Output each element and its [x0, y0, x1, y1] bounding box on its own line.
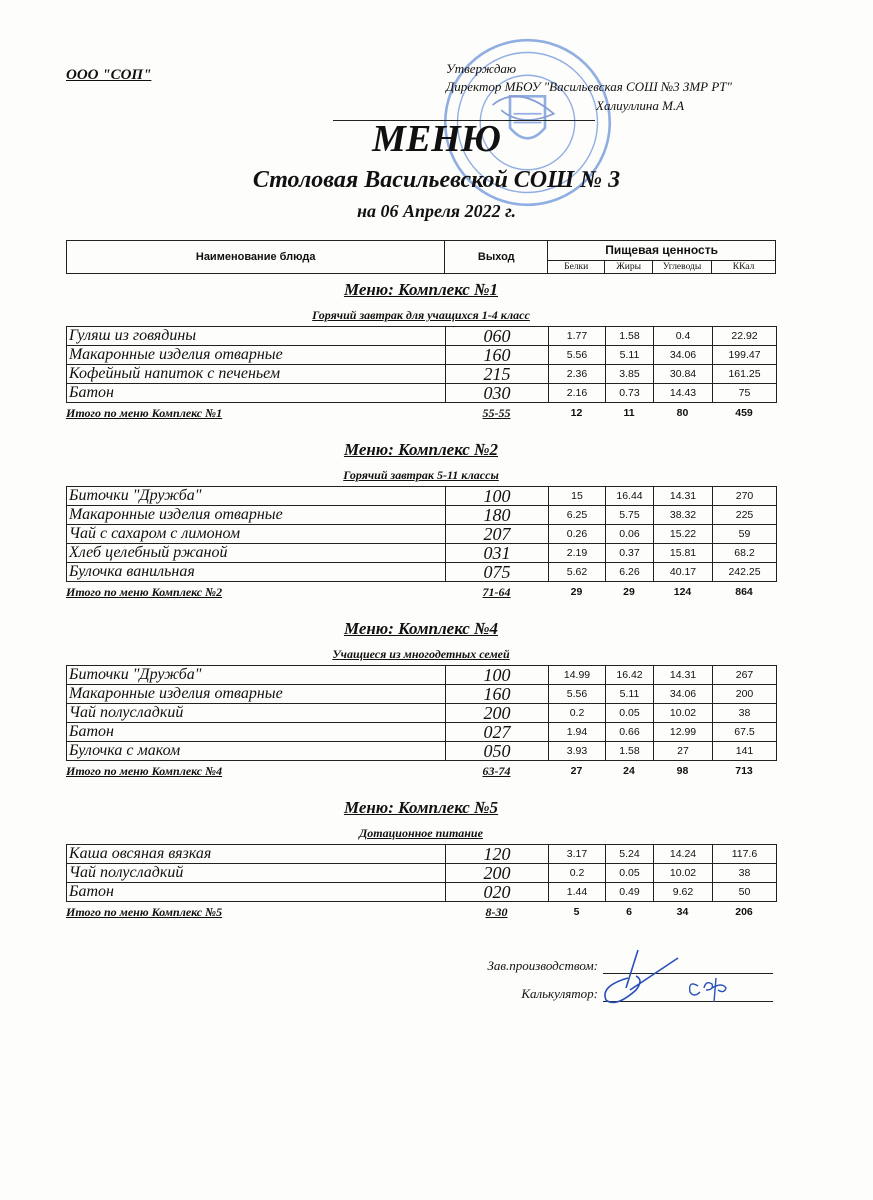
dish-output: 020	[446, 883, 549, 902]
dish-output: 050	[446, 742, 549, 761]
dish-kcal: 117.6	[713, 845, 777, 864]
dish-fat: 0.05	[606, 704, 654, 723]
dish-carbs: 15.81	[654, 544, 713, 563]
section-total-row	[66, 761, 776, 781]
dish-carbs: 34.06	[654, 346, 713, 365]
dish-kcal: 270	[713, 487, 777, 506]
dish-output: 207	[446, 525, 549, 544]
dish-fat: 16.44	[606, 487, 654, 506]
dish-kcal: 199.47	[713, 346, 777, 365]
dish-protein: 1.77	[549, 327, 606, 346]
dish-output: 215	[446, 365, 549, 384]
dish-protein: 6.25	[549, 506, 606, 525]
menu-section	[66, 796, 776, 922]
total-price: 63-74	[482, 764, 511, 778]
total-label: Итого по меню Комплекс №4	[66, 764, 223, 778]
dish-fat: 0.06	[606, 525, 654, 544]
dish-carbs: 10.02	[654, 864, 713, 883]
dish-fat: 0.49	[606, 883, 654, 902]
total-label: Итого по меню Комплекс №2	[66, 585, 223, 599]
table-row	[67, 506, 777, 525]
dish-carbs: 30.84	[654, 365, 713, 384]
dish-carbs: 14.31	[654, 487, 713, 506]
calculator-label: Калькулятор:	[521, 986, 598, 1001]
dish-protein: 2.19	[549, 544, 606, 563]
column-header-protein: Белки	[548, 261, 605, 274]
column-header-kcal: ККал	[712, 261, 776, 274]
items-table	[66, 665, 777, 761]
approval-director-name: Халиуллина М.А	[596, 98, 685, 113]
dish-carbs: 10.02	[654, 704, 713, 723]
dish-fat: 0.66	[606, 723, 654, 742]
dish-output: 031	[446, 544, 549, 563]
dish-kcal: 75	[713, 384, 777, 403]
section-title	[66, 617, 776, 641]
section-total-row	[66, 403, 776, 423]
column-header-nutrition: Пищевая ценность	[548, 241, 776, 261]
organization-name: ООО "СОП"	[66, 67, 152, 83]
total-fat: 6	[626, 906, 632, 918]
dish-carbs: 34.06	[654, 685, 713, 704]
dish-carbs: 40.17	[654, 563, 713, 582]
menu-sections	[66, 278, 776, 937]
items-table	[66, 844, 777, 902]
total-kcal: 206	[735, 906, 753, 918]
dish-carbs: 14.31	[654, 666, 713, 685]
dish-protein: 1.44	[549, 883, 606, 902]
total-label: Итого по меню Комплекс №5	[66, 905, 223, 919]
dish-protein: 2.16	[549, 384, 606, 403]
dish-protein: 5.56	[549, 346, 606, 365]
total-kcal: 713	[735, 765, 753, 777]
section-subtitle-text: Горячий завтрак для учащихся 1-4 класс	[312, 308, 530, 322]
dish-name: Батон	[67, 723, 446, 742]
section-subtitle-text: Учащиеся из многодетных семей	[332, 647, 510, 661]
dish-kcal: 50	[713, 883, 777, 902]
dish-fat: 1.58	[606, 327, 654, 346]
section-title	[66, 796, 776, 820]
dish-protein: 15	[549, 487, 606, 506]
dish-kcal: 225	[713, 506, 777, 525]
section-subtitle-text: Горячий завтрак 5-11 классы	[343, 468, 499, 482]
dish-kcal: 22.92	[713, 327, 777, 346]
section-title-text: Меню: Комплекс №5	[343, 798, 499, 817]
section-total-row	[66, 582, 776, 602]
menu-section	[66, 438, 776, 602]
dish-kcal: 38	[713, 704, 777, 723]
dish-output: 075	[446, 563, 549, 582]
dish-output: 100	[446, 487, 549, 506]
column-header-fat: Жиры	[605, 261, 653, 274]
table-row	[67, 845, 777, 864]
section-title-text: Меню: Комплекс №1	[343, 280, 499, 299]
dish-carbs: 9.62	[654, 883, 713, 902]
section-title	[66, 278, 776, 302]
dish-carbs: 0.4	[654, 327, 713, 346]
dish-kcal: 59	[713, 525, 777, 544]
total-carbs: 80	[676, 407, 689, 419]
column-header-table	[66, 240, 776, 274]
dish-carbs: 38.32	[654, 506, 713, 525]
dish-name: Батон	[67, 883, 446, 902]
dish-fat: 3.85	[606, 365, 654, 384]
total-protein: 29	[570, 586, 583, 598]
page-subtitle: Столовая Васильевской СОШ № 3	[252, 167, 621, 193]
dish-protein: 5.56	[549, 685, 606, 704]
section-title	[66, 438, 776, 462]
approval-label: Утверждаю	[446, 61, 517, 76]
dish-output: 200	[446, 864, 549, 883]
column-header-carbs: Углеводы	[653, 261, 712, 274]
dish-name: Чай полусладкий	[67, 864, 446, 883]
dish-kcal: 141	[713, 742, 777, 761]
dish-name: Каша овсяная вязкая	[67, 845, 446, 864]
total-carbs: 34	[676, 906, 689, 918]
dish-protein: 0.2	[549, 704, 606, 723]
dish-fat: 5.11	[606, 685, 654, 704]
table-row	[67, 704, 777, 723]
dish-name: Макаронные изделия отварные	[67, 346, 446, 365]
dish-name: Макаронные изделия отварные	[67, 685, 446, 704]
table-row	[67, 384, 777, 403]
handwritten-signatures	[598, 948, 778, 1008]
total-fat: 29	[623, 586, 635, 598]
table-row	[67, 544, 777, 563]
page-title: МЕНЮ	[372, 118, 501, 160]
column-header-name: Наименование блюда	[67, 241, 445, 274]
section-subtitle	[66, 824, 776, 842]
dish-output: 100	[446, 666, 549, 685]
total-kcal: 459	[735, 407, 753, 419]
total-price: 8-30	[485, 905, 508, 919]
dish-name: Чай с сахаром с лимоном	[67, 525, 446, 544]
dish-kcal: 242.25	[713, 563, 777, 582]
section-subtitle-text: Дотационное питание	[359, 826, 483, 840]
table-row	[67, 525, 777, 544]
dish-protein: 0.2	[549, 864, 606, 883]
dish-kcal: 161.25	[713, 365, 777, 384]
dish-name: Биточки "Дружба"	[67, 666, 446, 685]
table-row	[67, 365, 777, 384]
dish-kcal: 267	[713, 666, 777, 685]
table-row	[67, 487, 777, 506]
dish-protein: 14.99	[549, 666, 606, 685]
dish-protein: 0.26	[549, 525, 606, 544]
dish-output: 060	[446, 327, 549, 346]
dish-output: 200	[446, 704, 549, 723]
table-row	[67, 563, 777, 582]
section-title-text: Меню: Комплекс №2	[343, 440, 499, 459]
dish-fat: 1.58	[606, 742, 654, 761]
section-subtitle	[66, 306, 776, 324]
total-price: 55-55	[482, 406, 511, 420]
dish-name: Хлеб целебный ржаной	[67, 544, 446, 563]
dish-fat: 16.42	[606, 666, 654, 685]
section-subtitle	[66, 466, 776, 484]
dish-output: 180	[446, 506, 549, 525]
approval-position: Директор МБОУ "Васильевская СОШ №3 ЗМР РТ"	[446, 79, 732, 94]
table-row	[67, 883, 777, 902]
dish-output: 160	[446, 685, 549, 704]
dish-name: Макаронные изделия отварные	[67, 506, 446, 525]
total-label: Итого по меню Комплекс №1	[66, 406, 223, 420]
total-fat: 11	[623, 407, 635, 419]
dish-output: 027	[446, 723, 549, 742]
dish-fat: 5.11	[606, 346, 654, 365]
table-row	[67, 327, 777, 346]
total-protein: 12	[570, 407, 583, 419]
total-carbs: 98	[676, 765, 689, 777]
dish-fat: 5.75	[606, 506, 654, 525]
dish-name: Булочка ванильная	[67, 563, 446, 582]
total-protein: 5	[573, 906, 580, 918]
dish-fat: 0.37	[606, 544, 654, 563]
section-title-text: Меню: Комплекс №4	[343, 619, 499, 638]
total-fat: 24	[623, 765, 635, 777]
dish-carbs: 14.43	[654, 384, 713, 403]
dish-fat: 0.73	[606, 384, 654, 403]
dish-protein: 2.36	[549, 365, 606, 384]
dish-output: 160	[446, 346, 549, 365]
table-row	[67, 346, 777, 365]
dish-carbs: 15.22	[654, 525, 713, 544]
total-price: 71-64	[482, 585, 511, 599]
total-carbs: 124	[673, 586, 692, 598]
table-row	[67, 864, 777, 883]
total-protein: 27	[570, 765, 583, 777]
menu-section	[66, 278, 776, 423]
dish-fat: 0.05	[606, 864, 654, 883]
dish-name: Чай полусладкий	[67, 704, 446, 723]
table-row	[67, 666, 777, 685]
dish-name: Гуляш из говядины	[67, 327, 446, 346]
dish-protein: 1.94	[549, 723, 606, 742]
table-row	[67, 685, 777, 704]
section-subtitle	[66, 645, 776, 663]
dish-name: Кофейный напиток с печеньем	[67, 365, 446, 384]
dish-kcal: 67.5	[713, 723, 777, 742]
dish-carbs: 14.24	[654, 845, 713, 864]
menu-section	[66, 617, 776, 781]
items-table	[66, 326, 777, 403]
dish-protein: 3.17	[549, 845, 606, 864]
dish-name: Биточки "Дружба"	[67, 487, 446, 506]
items-table	[66, 486, 777, 582]
dish-kcal: 38	[713, 864, 777, 883]
dish-name: Булочка с маком	[67, 742, 446, 761]
dish-carbs: 27	[654, 742, 713, 761]
menu-date: на 06 Апреля 2022 г.	[357, 201, 516, 221]
section-total-row	[66, 902, 776, 922]
dish-fat: 5.24	[606, 845, 654, 864]
column-header-output: Выход	[445, 241, 548, 274]
dish-protein: 3.93	[549, 742, 606, 761]
total-kcal: 864	[735, 586, 753, 598]
dish-output: 030	[446, 384, 549, 403]
dish-carbs: 12.99	[654, 723, 713, 742]
dish-kcal: 200	[713, 685, 777, 704]
production-head-label: Зав.производством:	[487, 958, 598, 973]
dish-name: Батон	[67, 384, 446, 403]
table-row	[67, 742, 777, 761]
dish-output: 120	[446, 845, 549, 864]
dish-fat: 6.26	[606, 563, 654, 582]
dish-kcal: 68.2	[713, 544, 777, 563]
dish-protein: 5.62	[549, 563, 606, 582]
table-row	[67, 723, 777, 742]
